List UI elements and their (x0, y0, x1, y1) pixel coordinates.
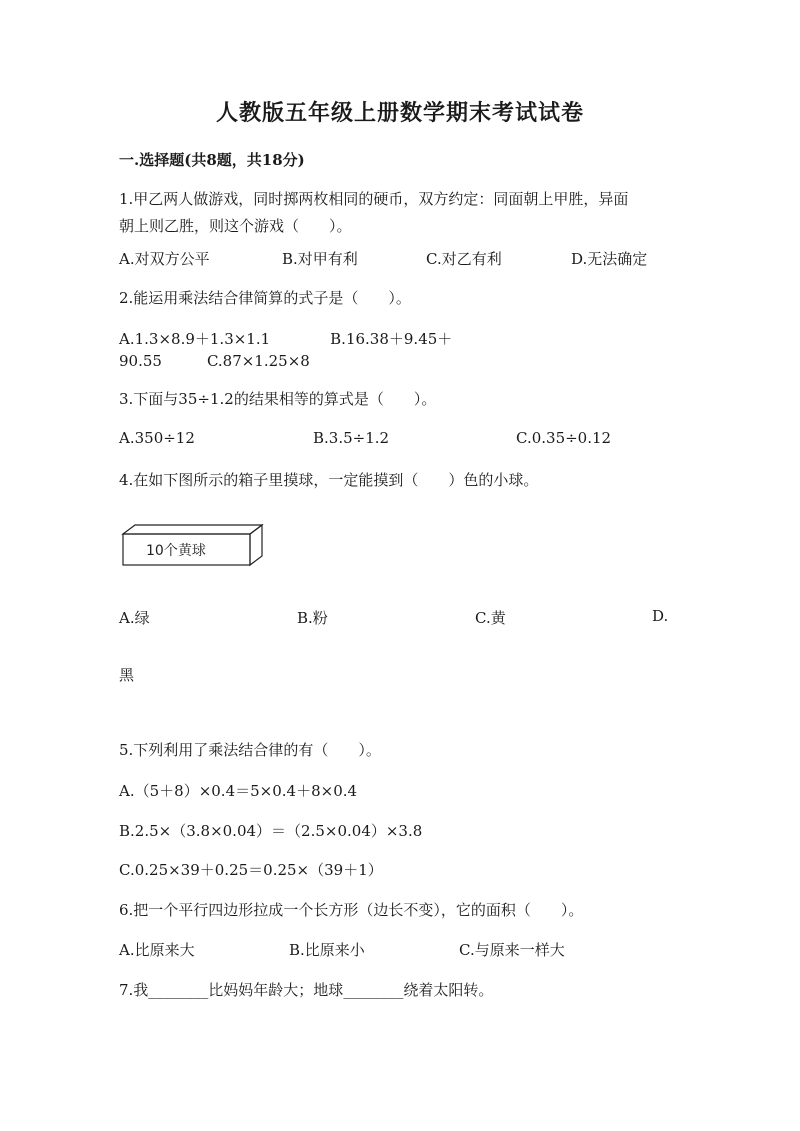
question-4-option-c: C.黄 (475, 609, 506, 627)
question-7-text: 7.我________比妈妈年龄大；地球________绕着太阳转。 (119, 981, 494, 999)
question-3-option-a: A.350÷12 (119, 429, 195, 447)
question-6-option-c: C.与原来一样大 (459, 941, 565, 959)
box-label: 10个黄球 (146, 543, 206, 559)
question-6-option-a: A.比原来大 (119, 941, 195, 959)
question-4-option-b: B.粉 (297, 609, 328, 627)
section-heading: 一.选择题(共8题，共18分) (119, 151, 305, 169)
question-5-option-b: B.2.5×（3.8×0.04）＝（2.5×0.04）×3.8 (119, 822, 423, 840)
question-1-option-b: B.对甲有利 (282, 250, 358, 268)
question-2-text: 2.能运用乘法结合律简算的式子是（ ）。 (119, 289, 411, 307)
question-1-option-d: D.无法确定 (571, 250, 648, 268)
question-5-option-a: A.（5＋8）×0.4＝5×0.4＋8×0.4 (119, 782, 358, 800)
question-5-option-c: C.0.25×39＋0.25＝0.25×（39＋1） (119, 861, 383, 879)
question-4-option-d-wrap: 黑 (119, 666, 135, 684)
question-4-option-d: D. (652, 607, 669, 625)
question-4-text: 4.在如下图所示的箱子里摸球，一定能摸到（ ）色的小球。 (119, 471, 539, 489)
question-6-text: 6.把一个平行四边形拉成一个长方形（边长不变），它的面积（ ）。 (119, 901, 584, 919)
question-2-options-line-1: A.1.3×8.9＋1.3×1.1 B.16.38＋9.45＋ (119, 330, 453, 348)
question-2-options-line-2: 90.55 C.87×1.25×8 (119, 352, 310, 370)
question-3-option-c: C.0.35÷0.12 (516, 429, 612, 447)
question-1-line-2: 朝上则乙胜，则这个游戏（ ）。 (119, 217, 352, 235)
question-1-line-1: 1.甲乙两人做游戏，同时掷两枚相同的硬币，双方约定：同面朝上甲胜，异面 (119, 190, 629, 208)
question-1-option-c: C.对乙有利 (426, 250, 502, 268)
ball-box-figure (120, 523, 265, 568)
page-title: 人教版五年级上册数学期末考试试卷 (215, 100, 584, 126)
question-3-text: 3.下面与35÷1.2的结果相等的算式是（ ）。 (119, 390, 437, 408)
question-6-option-b: B.比原来小 (289, 941, 365, 959)
box-side-face (250, 525, 262, 565)
question-3-option-b: B.3.5÷1.2 (313, 429, 390, 447)
question-5-text: 5.下列利用了乘法结合律的有（ ）。 (119, 741, 381, 759)
question-4-option-a: A.绿 (119, 609, 150, 627)
question-1-option-a: A.对双方公平 (119, 250, 210, 268)
box-top-face (123, 525, 262, 534)
